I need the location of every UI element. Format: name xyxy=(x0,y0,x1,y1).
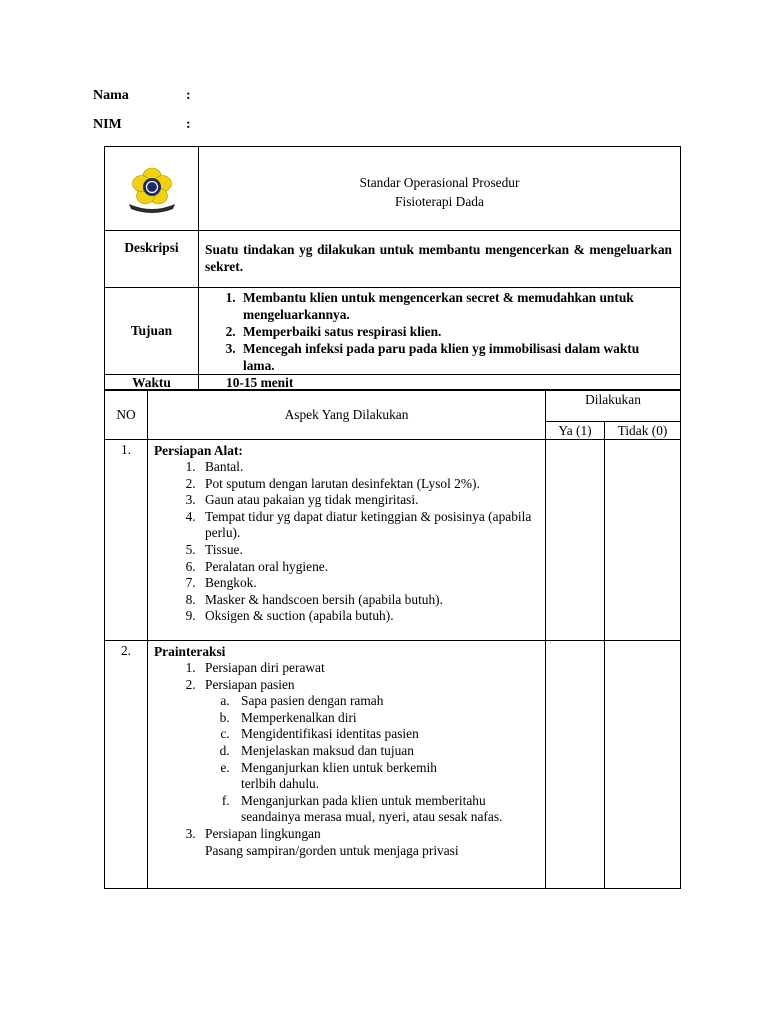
no-checkbox-cell[interactable] xyxy=(605,641,681,889)
step-title: Prainteraksi xyxy=(154,644,226,659)
yes-checkbox-cell[interactable] xyxy=(546,440,605,641)
col-header-aspect: Aspek Yang Dilakukan xyxy=(148,390,546,440)
aim-item: 1. Membantu klien untuk mengencerkan secret & memudahkan untuk mengeluarkannya. xyxy=(239,289,674,323)
sub-item: e. Menganjurkan klien untuk berkemih terlbih dahulu. xyxy=(233,760,539,793)
sub-item: a. Sapa pasien dengan ramah xyxy=(233,693,539,710)
nim-colon: : xyxy=(186,117,191,132)
description-text: Suatu tindakan yg dilakukan untuk membantu mengencerkan & mengeluarkan sekret. xyxy=(199,231,681,288)
title-line-2: Fisioterapi Dada xyxy=(395,194,484,209)
time-value: 10-15 menit xyxy=(199,375,681,391)
description-label: Deskripsi xyxy=(105,231,199,288)
list-item: 1. Bantal. xyxy=(199,459,539,476)
preinteraction-list xyxy=(154,660,539,859)
list-item: 9. Oksigen & suction (apabila butuh). xyxy=(199,608,539,625)
step-title: Persiapan Alat: xyxy=(154,443,243,458)
nim-field xyxy=(93,117,191,133)
steps-table xyxy=(104,389,681,889)
sop-header-table xyxy=(104,146,681,391)
crest-center xyxy=(143,178,161,196)
list-item xyxy=(199,826,539,859)
step-number: 2. xyxy=(105,641,148,889)
col-header-no-done: Tidak (0) xyxy=(605,422,681,440)
list-item xyxy=(199,677,539,826)
list-item: 5. Tissue. xyxy=(199,542,539,559)
patient-prep-sublist xyxy=(205,693,539,826)
university-crest-icon xyxy=(122,166,182,214)
no-checkbox-cell[interactable] xyxy=(605,440,681,641)
col-header-done: Dilakukan xyxy=(546,390,681,422)
aim-item: 2. Memperbaiki satus respirasi klien. xyxy=(239,323,674,340)
sub-item: b. Memperkenalkan diri xyxy=(233,710,539,727)
step-number: 1. xyxy=(105,440,148,641)
crest-ribbon xyxy=(129,204,175,213)
list-item-detail: Pasang sampiran/gorden untuk menjaga privasi xyxy=(205,842,459,858)
title-cell xyxy=(199,147,681,231)
aims-cell xyxy=(199,288,681,375)
list-item: 6. Peralatan oral hygiene. xyxy=(199,559,539,576)
list-item: 7. Bengkok. xyxy=(199,575,539,592)
list-item: 8. Masker & handscoen bersih (apabila butuh). xyxy=(199,592,539,609)
nim-label: NIM xyxy=(93,117,122,132)
list-item-label: Persiapan pasien xyxy=(205,676,295,692)
step-content xyxy=(148,440,546,641)
list-item: 1. Persiapan diri perawat xyxy=(199,660,539,677)
logo-cell xyxy=(105,147,199,231)
name-field xyxy=(93,88,191,104)
col-header-no: NO xyxy=(105,390,148,440)
sub-item: d. Menjelaskan maksud dan tujuan xyxy=(233,743,539,760)
list-item: 4. Tempat tidur yg dapat diatur ketinggian & posisinya (apabila perlu). xyxy=(199,509,539,542)
name-colon: : xyxy=(186,88,191,103)
list-item-label: 3. Persiapan lingkungan xyxy=(205,825,321,841)
name-label: Nama xyxy=(93,88,129,103)
list-item: 3. Gaun atau pakaian yg tidak mengiritasi. xyxy=(199,492,539,509)
aims-label: Tujuan xyxy=(105,288,199,375)
step-content xyxy=(148,641,546,889)
aim-item: 3. Mencegah infeksi pada paru pada klien yg immobilisasi dalam waktu lama. xyxy=(239,340,674,374)
yes-checkbox-cell[interactable] xyxy=(546,641,605,889)
title-line-1: Standar Operasional Prosedur xyxy=(359,175,520,190)
sub-item: f. Menganjurkan pada klien untuk memberitahu seandainya merasa mual, nyeri, atau sesak nafas. xyxy=(233,793,539,826)
time-label: Waktu xyxy=(105,375,199,391)
equipment-list xyxy=(154,459,539,625)
col-header-yes: Ya (1) xyxy=(546,422,605,440)
list-item: 2. Pot sputum dengan larutan desinfektan (Lysol 2%). xyxy=(199,476,539,493)
aims-list xyxy=(199,289,674,374)
sub-item: c. Mengidentifikasi identitas pasien xyxy=(233,726,539,743)
